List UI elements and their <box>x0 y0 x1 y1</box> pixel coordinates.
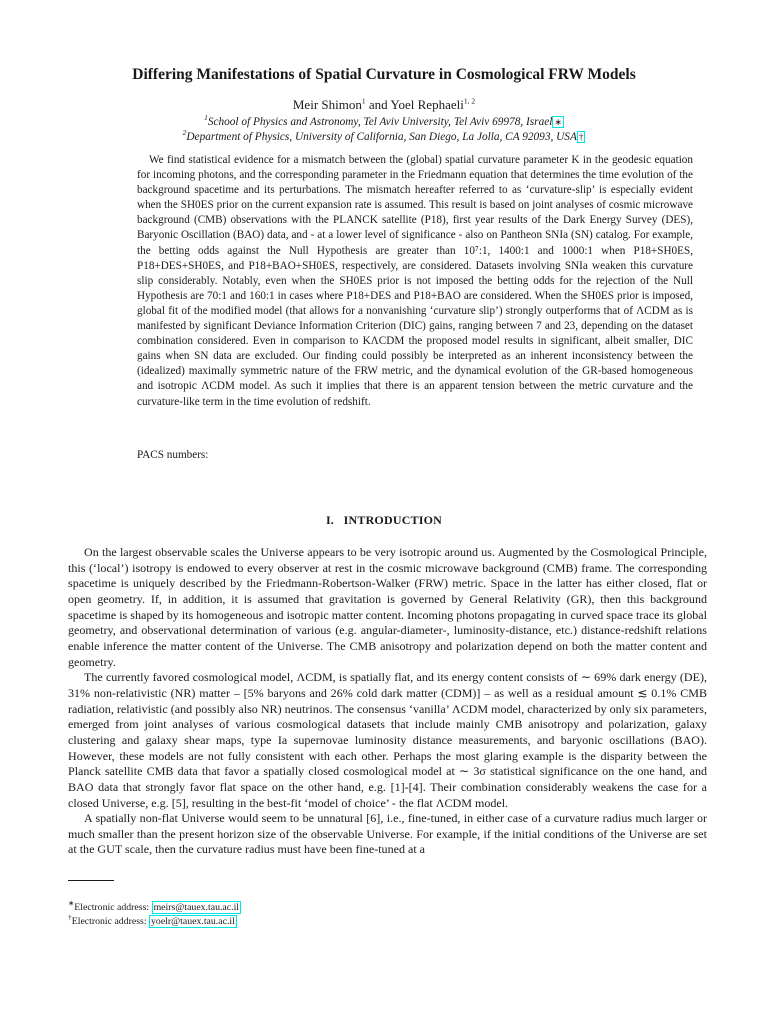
footnote <box>68 898 241 913</box>
section-title: INTRODUCTION <box>343 513 443 527</box>
affiliation-2 <box>0 128 768 143</box>
author-name: Meir Shimon <box>292 97 362 112</box>
pacs-numbers: PACS numbers: <box>137 449 209 461</box>
affiliation-text: School of Physics and Astronomy, Tel Aviv University, Tel Aviv 69978, Israel <box>207 116 553 128</box>
body-paragraph: The currently favored cosmological model, ΛCDM, is spatially flat, and its energy content consists of ∼ 69% dark energy (DE), 31% non-relativistic (NR) matter – [5% baryons and 26% cold dark matter (CDM)] – as well as a residual amount ≲ 0.1% CMB radiation, relativistic (and possibly also NR) neutrinos. The consensus ‘vanilla’ ΛCDM model, characterized by only six parameters, emerged from joint analyses of various cosmological datasets that include mainly CMB anisotropy and polarization, galaxy clustering and galaxy shear maps, type Ia supernovae luminosity distance measurements, and baryonic oscillations (BAO). However, these models are not fully consistent with each other. Perhaps the most glaring example is the disparity between the Planck satellite CMB data that favor a spatially closed cosmological model at ∼ 3σ statistical significance on the one hand, and BAO data that strongly favor flat space on the other hand, e.g. [1]-[4]. Their combination considerably weakens the case for a closed Universe, e.g. [5], resulting in the best-fit ‘model of choice’ - the flat ΛCDM model. <box>68 670 707 810</box>
author-line <box>0 97 768 113</box>
body-paragraph: A spatially non-flat Universe would seem to be unnatural [6], i.e., fine-tuned, in either case of a curvature radius much larger or much smaller than the present horizon size of the observable Universe. For example, if the initial conditions of the Universe are set at the GUT scale, then the curvature radius must have been fine-tuned at a <box>68 811 707 857</box>
footnote-link[interactable]: † <box>578 132 584 142</box>
footnote-link[interactable]: ∗ <box>554 117 562 127</box>
footnote-divider <box>68 880 114 881</box>
section-heading <box>0 513 768 528</box>
footnote-label: Electronic address: <box>74 902 150 913</box>
affiliation-sup: 1 <box>204 113 208 123</box>
author-affil-sup: 1, 2 <box>463 96 476 106</box>
author-name: Yoel Rephaeli <box>390 97 464 112</box>
body-paragraph: On the largest observable scales the Universe appears to be very isotropic around us. Augmented by the Cosmological Principle, this (‘local’) isotropy is endowed to every observer at rest in the cosmic microwave background (CMB) frame. The corresponding spacetime is uniquely described by the Friedmann-Robertson-Walker (FRW) metric. Space in the latter has either closed, flat or open geometry. If, in addition, it is assumed that gravitation is governed by General Relativity (GR), then this background spacetime is shaped by its homogeneous and isotropic matter content. Incoming photons propagating in curved space trace its global geometry, and observational determination of various (e.g. angular-diameter-, luminosity-distance, etc.) distance-redshift relations enable inference the matter content of the Universe. The CMB anisotropy and polarization depend on both the matter content and geometry. <box>68 545 707 669</box>
affiliation-text: Department of Physics, University of California, San Diego, La Jolla, CA 92093, USA <box>186 131 577 143</box>
footnote-mark: † <box>68 912 72 922</box>
footnote-mark: ∗ <box>68 898 75 908</box>
author-connector: and <box>368 97 388 112</box>
introduction-body <box>68 545 707 858</box>
affiliation-sup: 2 <box>182 128 187 138</box>
abstract: We find statistical evidence for a mismatch between the (global) spatial curvature parameter K in the geodesic equation for incoming photons, and the corresponding parameter in the Friedmann equation that determines the time evolution of the background spacetime and its perturbations. The mismatch hereafter referred to as ‘curvature-slip’ is especially evident when the SH0ES prior on the current expansion rate is assumed. This result is based on joint analyses of cosmic microwave background (CMB) observations with the PLANCK satellite (P18), first year results of the Dark Energy Survey (DES), Baryonic Oscillation (BAO) data, and - at a lower level of significance - also on Pantheon SNIa (SN) catalog. For example, the betting odds against the Null Hypothesis are greater than 10⁷:1, 1400:1 and 1000:1 when P18+SH0ES, P18+DES+SH0ES, and P18+BAO+SH0ES, respectively, are considered. Datasets involving SNIa weaken this curvature slip considerably. Notably, even when the SH0ES prior is not imposed the betting odds for the rejection of the Null Hypothesis are 70:1 and 160:1 in cases where P18+DES and P18+BAO are considered. When the SH0ES prior is imposed, global fit of the modified model (that allows for a nonvanishing ‘curvature slip’) strongly outperforms that of ΛCDM as is manifested by significant Deviance Information Criterion (DIC) gains, ranging between 7 and 23, depending on the dataset combination considered. Even in comparison to KΛCDM the proposed model results in significant, albeit smaller, DIC gains when SN data are excluded. Our finding could possibly be interpreted as an inherent inconsistency between the (idealized) maximally symmetric nature of the FRW metric, and the dynamical evolution of the GR-based homogeneous and isotropic ΛCDM model. As such it implies that there is an apparent tension between the metric curvature and the curvature-like term in the time evolution of redshift. <box>137 154 693 408</box>
affiliation-1 <box>0 113 768 128</box>
author-affil-sup: 1 <box>361 96 366 106</box>
footnote-label: Electronic address: <box>71 916 147 927</box>
email-link[interactable]: meirs@tauex.tau.ac.il <box>153 902 240 913</box>
section-number: I. <box>325 513 335 527</box>
email-link[interactable]: yoelr@tauex.tau.ac.il <box>151 916 235 927</box>
footnote <box>68 912 237 927</box>
paper-title: Differing Manifestations of Spatial Curvature in Cosmological FRW Models <box>132 66 636 83</box>
